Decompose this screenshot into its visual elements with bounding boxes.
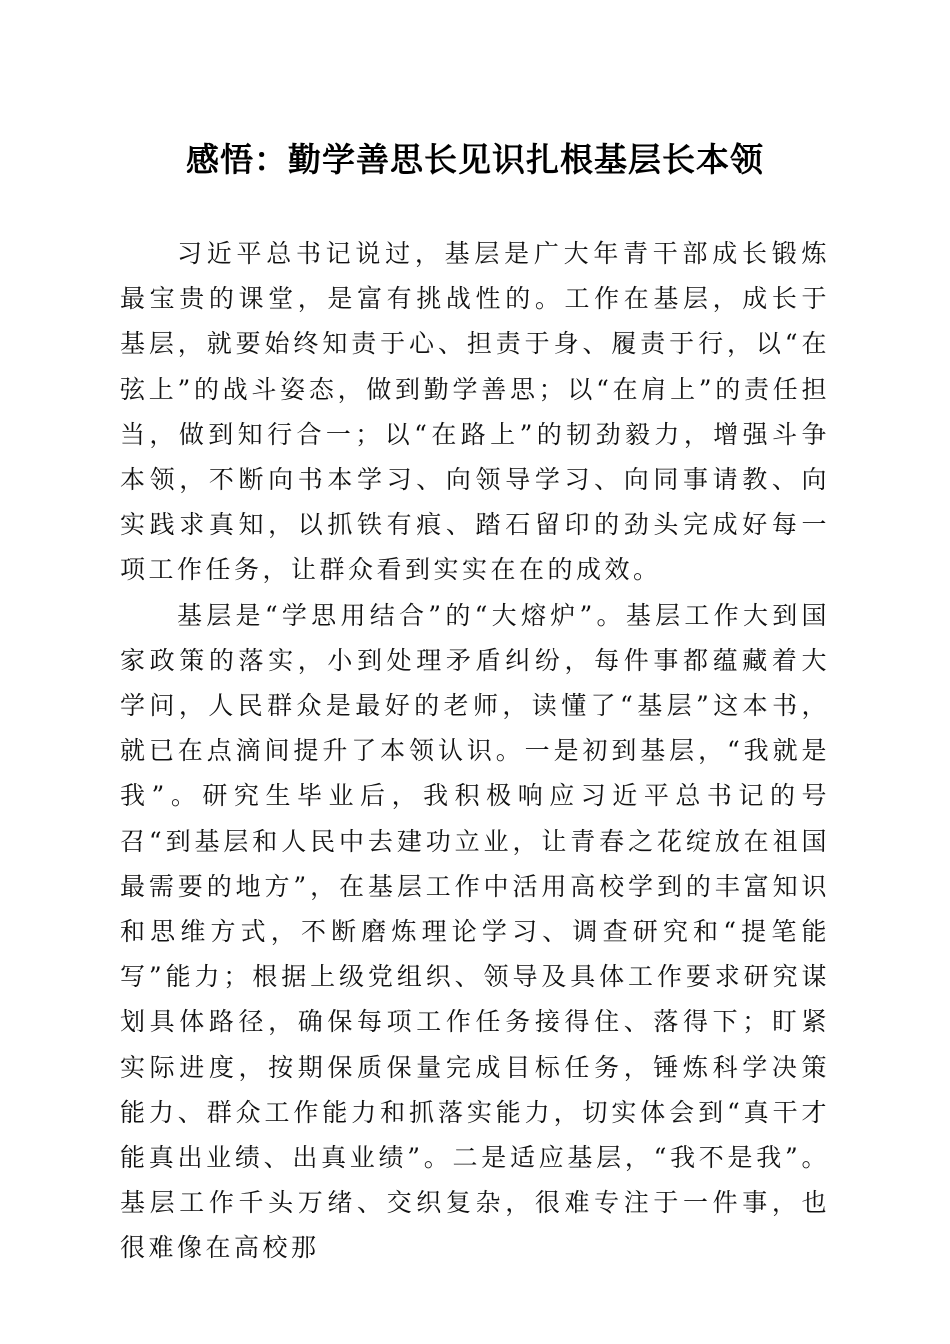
body-paragraph-1: 习近平总书记说过，基层是广大年青干部成长锻炼最宝贵的课堂，是富有挑战性的。工作在基层，成长于基层，就要始终知责于心、担责于身、履责于行，以“在弦上”的战斗姿态，做到勤学善思；以“在肩上”的责任担当，做到知行合一；以“在路上”的韧劲毅力，增强斗争本领，不断向书本学习、向领导学习、向同事请教、向实践求真知，以抓铁有痕、踏石留印的劲头完成好每一项工作任务，让群众看到实实在在的成效。: [120, 239, 830, 585]
body-paragraph-2: 基层是“学思用结合”的“大熔炉”。基层工作大到国家政策的落实，小到处理矛盾纠纷，每件事都蕴藏着大学问，人民群众是最好的老师，读懂了“基层”这本书，就已在点滴间提升了本领认识。一是初到基层，“我就是我”。研究生毕业后，我积极响应习近平总书记的号召“到基层和人民中去建功立业，让青春之花绽放在祖国最需要的地方”，在基层工作中活用高校学到的丰富知识和思维方式，不断磨炼理论学习、调查研究和“提笔能写”能力；根据上级党组织、领导及具体工作要求研究谋划具体路径，确保每项工作任务接得住、落得下；盯紧实际进度，按期保质保量完成目标任务，锤炼科学决策能力、群众工作能力和抓落实能力，切实体会到“真干才能真出业绩、出真业绩”。二是适应基层，“我不是我”。基层工作千头万绪、交织复杂，很难专注于一件事，也很难像在高校那: [120, 600, 830, 1263]
document-title: 感悟：勤学善思长见识扎根基层长本领: [186, 140, 764, 179]
document-body: [120, 231, 830, 1271]
